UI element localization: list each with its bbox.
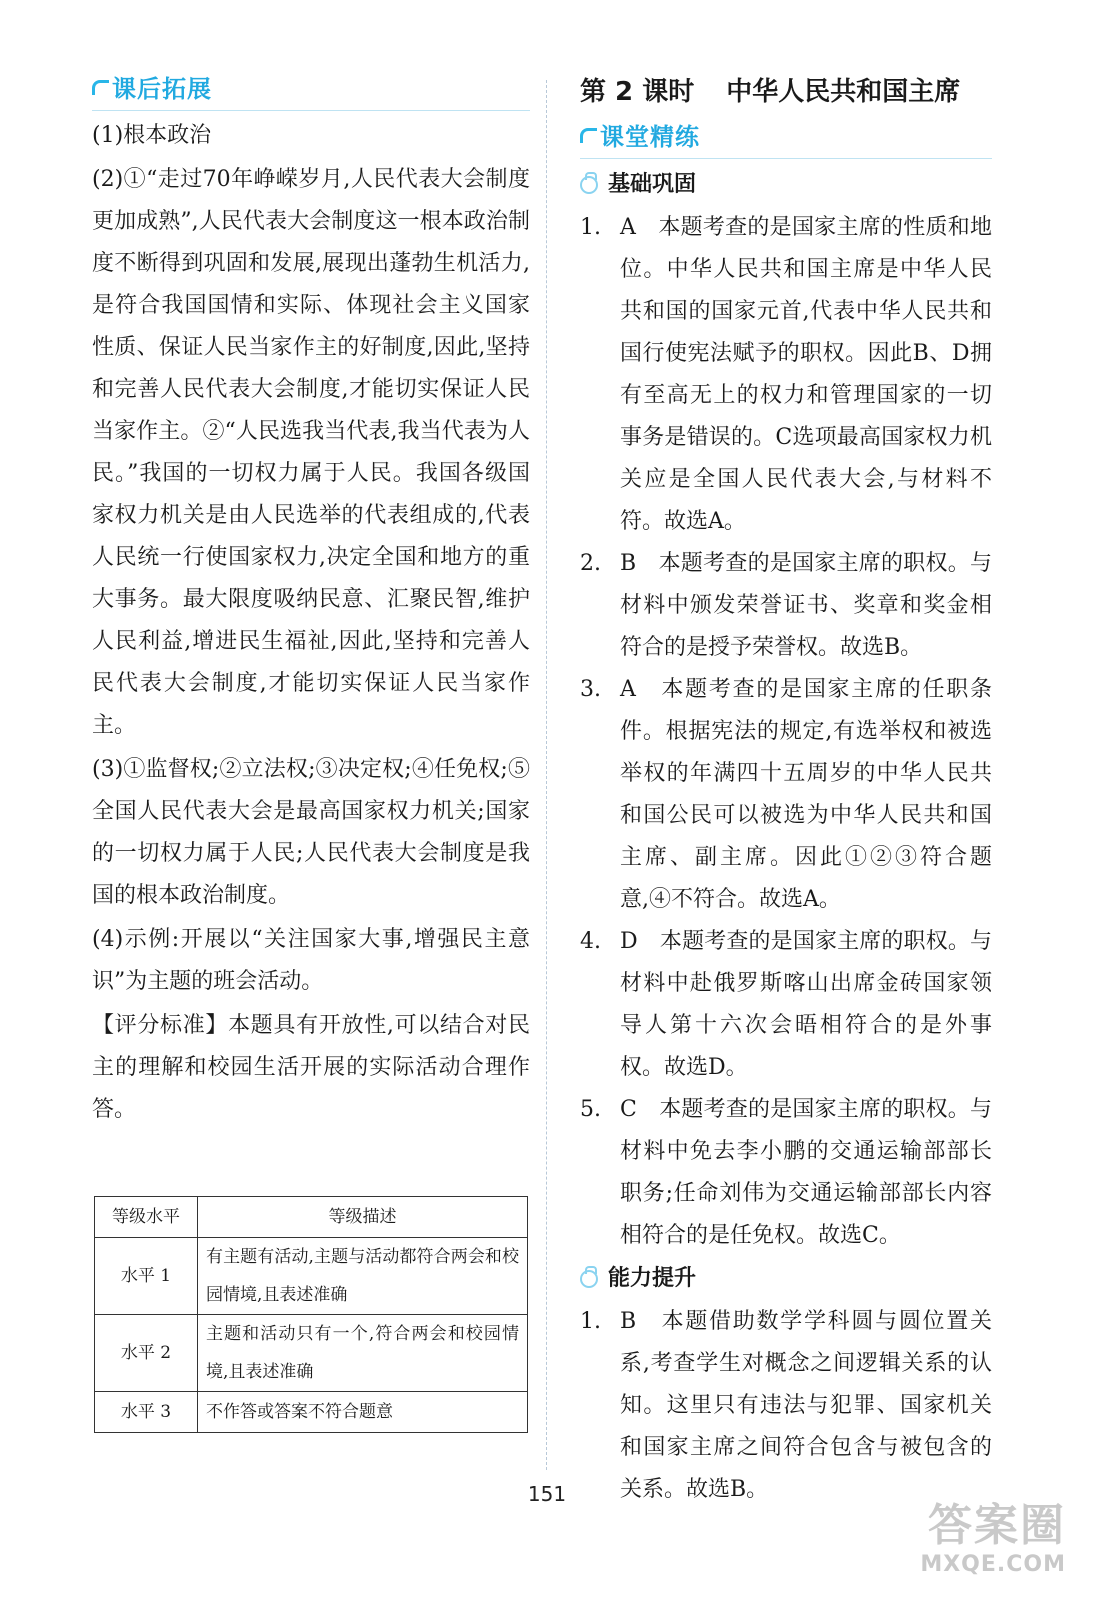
subsection-basic: [580, 163, 992, 207]
table-header-level: 等级水平: [95, 1197, 198, 1238]
list-item: [580, 921, 992, 1089]
column-divider: [546, 80, 547, 1470]
scoring-criteria: 【评分标准】本题具有开放性,可以结合对民主的理解和校园生活开展的实际活动合理作答。: [92, 1013, 530, 1122]
answer-item-2: (2)①“走过70年峥嵘岁月,人民代表大会制度更加成熟”,人民代表大会制度这一根本政治制度不断得到巩固和发展,展现出蓬勃生机活力,是符合我国国情和实际、体现社会主义国家性质、保证人民当家作主的好制度,因此,坚持和完善人民代表大会制度,才能切实保证人民当家作主。②“人民选我当代表,我当代表为人民。”我国的一切权力属于人民。我国各级国家权力机关是由人民选举的代表组成的,代表人民统一行使国家权力,决定全国和地方的重大事务。最大限度吸纳民意、汇聚民智,维护人民利益,增进民生福祉,因此,坚持和完善人民代表大会制度,才能切实保证人民当家作主。: [92, 167, 530, 738]
table-cell-desc: 主题和活动只有一个,符合两会和校园情境,且表述准确: [198, 1315, 528, 1392]
list-item: [580, 543, 992, 669]
table-row: [95, 1238, 528, 1315]
subsection-title: 能力提升: [608, 1266, 697, 1291]
section-title: 课后拓展: [112, 75, 212, 103]
item-text: C 本题考查的是国家主席的职权。与材料中免去李小鹏的交通运输部部长职务;任命刘伟为交通运输部部长内容相符合的是任免权。故选C。: [620, 1097, 992, 1248]
table-row: [95, 1315, 528, 1392]
table-cell-level: 水平 1: [95, 1238, 198, 1315]
section-header-after-class: [92, 70, 530, 111]
table-header-desc: 等级描述: [198, 1197, 528, 1238]
answer-item-1: (1)根本政治: [92, 123, 212, 148]
lesson-title: [580, 70, 992, 118]
table-cell-desc: 不作答或答案不符合题意: [198, 1392, 528, 1433]
section-marker-icon: [92, 80, 109, 95]
item-number: 2.: [580, 551, 601, 576]
item-number: 4.: [580, 929, 601, 954]
table-cell-level: 水平 3: [95, 1392, 198, 1433]
lesson-number: 第 2 课时: [580, 77, 695, 107]
right-column: [580, 70, 992, 1511]
answer-item-3: (3)①监督权;②立法权;③决定权;④任免权;⑤全国人民代表大会是最高国家权力机关;国家的一切权力属于人民;人民代表大会制度是我国的根本政治制度。: [92, 757, 530, 908]
table-cell-desc: 有主题有活动,主题与活动都符合两会和校园情境,且表述准确: [198, 1238, 528, 1315]
item-number: 1.: [580, 1309, 601, 1334]
item-text: A 本题考查的是国家主席的任职条件。根据宪法的规定,有选举权和被选举权的年满四十五周岁的中华人民共和国公民可以被选为中华人民共和国主席、副主席。因此①②③符合题意,④不符合。故选A。: [620, 677, 992, 912]
apple-icon: [580, 176, 598, 194]
item-number: 3.: [580, 677, 601, 702]
item-text: B 本题考查的是国家主席的职权。与材料中颁发荣誉证书、奖章和奖金相符合的是授予荣誉权。故选B。: [620, 551, 992, 660]
subsection-title: 基础巩固: [608, 172, 697, 197]
subsection-advanced: [580, 1257, 992, 1301]
list-item: [580, 669, 992, 921]
answer-item-4: (4)示例:开展以“关注国家大事,增强民主意识”为主题的班会活动。: [92, 927, 530, 994]
section-header-classroom: [580, 118, 992, 159]
list-item: [580, 1301, 992, 1511]
lesson-name: 中华人民共和国主席: [726, 77, 961, 107]
list-item: [580, 1089, 992, 1257]
watermark-url: MXQE.COM: [920, 1552, 1066, 1577]
item-number: 1.: [580, 215, 601, 240]
watermark-logo: [916, 1500, 1066, 1590]
section-title: 课堂精练: [600, 123, 700, 151]
table-row: [95, 1392, 528, 1433]
item-number: 5.: [580, 1097, 601, 1122]
item-text: D 本题考查的是国家主席的职权。与材料中赴俄罗斯喀山出席金砖国家领导人第十六次会晤相符合的是外事权。故选D。: [620, 929, 992, 1080]
item-text: B 本题借助数学学科圆与圆位置关系,考查学生对概念之间逻辑关系的认知。这里只有违法与犯罪、国家机关和国家主席之间符合包含与被包含的关系。故选B。: [620, 1309, 992, 1502]
section-marker-icon: [580, 128, 597, 143]
watermark-text: 答案圈: [928, 1500, 1066, 1551]
grading-table: [94, 1196, 528, 1433]
apple-icon: [580, 1270, 598, 1288]
left-column: [92, 70, 530, 1133]
table-cell-level: 水平 2: [95, 1315, 198, 1392]
table-header-row: [95, 1197, 528, 1238]
item-text: A 本题考查的是国家主席的性质和地位。中华人民共和国主席是中华人民共和国的国家元首,代表中华人民共和国行使宪法赋予的职权。因此B、D拥有至高无上的权力和管理国家的一切事务是错误的。C选项最高国家权力机关应是全国人民代表大会,与材料不符。故选A。: [620, 215, 992, 534]
list-item: [580, 207, 992, 543]
page-number: 151: [527, 1482, 567, 1506]
